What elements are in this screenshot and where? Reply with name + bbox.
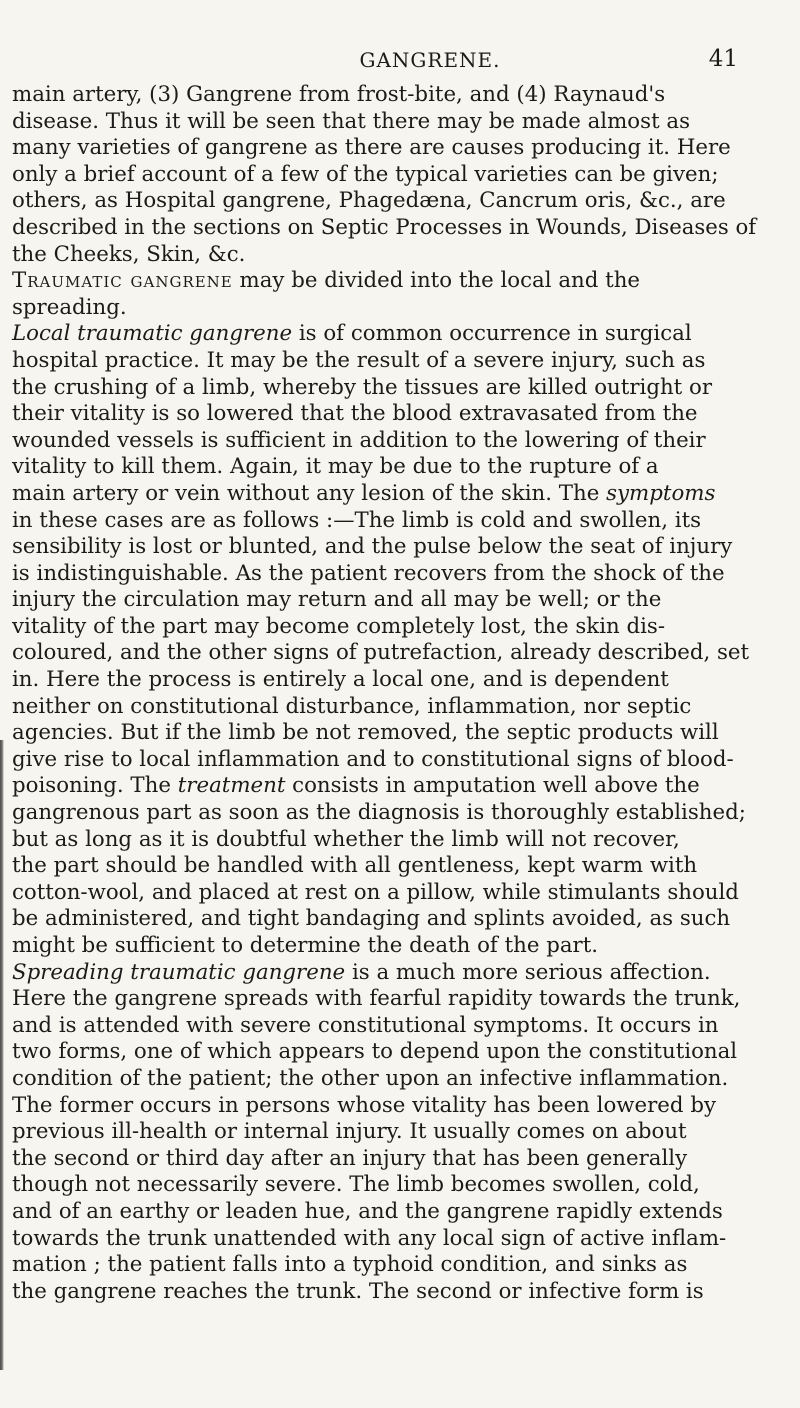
text-line: mation ; the patient falls into a typhoid condition, and sinks as xyxy=(12,1252,688,1278)
text-line: vitality of the part may become completely lost, the skin dis- xyxy=(12,613,666,639)
text-line: though not necessarily severe. The limb becomes swollen, cold, xyxy=(12,1172,700,1198)
text-line: the part should be handled with all gentleness, kept warm with xyxy=(12,853,698,879)
text-run: may be divided into the local and the xyxy=(232,268,641,294)
text-run: is a much more serious affection. xyxy=(345,959,711,985)
page-number: 41 xyxy=(708,46,738,72)
text-line: cotton-wool, and placed at rest on a pillow, while stimulants should xyxy=(12,879,739,905)
text-line: described in the sections on Septic Processes in Wounds, Diseases of xyxy=(12,214,757,240)
running-title: GANGRENE. xyxy=(359,48,501,72)
text-line: give rise to local inflammation and to constitutional signs of blood- xyxy=(12,746,734,772)
text-line: towards the trunk unattended with any local sign of active inflam- xyxy=(12,1225,727,1251)
italic-term: Spreading traumatic gangrene xyxy=(12,959,346,985)
text-line: be administered, and tight bandaging and splints avoided, as such xyxy=(12,906,731,932)
text-line: agencies. But if the limb be not removed, the septic products will xyxy=(12,720,719,746)
text-line: gangrenous part as soon as the diagnosis is thoroughly established; xyxy=(12,800,746,826)
text-line: hospital practice. It may be the result of a severe injury, such as xyxy=(12,347,706,373)
text-line: and is attended with severe constitutional symptoms. It occurs in xyxy=(12,1012,719,1038)
text-line: their vitality is so lowered that the blood extravasated from the xyxy=(12,401,698,427)
text-line: the crushing of a limb, whereby the tissues are killed outright or xyxy=(12,374,712,400)
body-text xyxy=(12,82,756,1305)
section-heading: Traumatic gangrene xyxy=(12,268,233,294)
text-line: injury the circulation may return and all may be well; or the xyxy=(12,587,662,613)
italic-term: Local traumatic gangrene xyxy=(12,321,293,347)
text-line: the Cheeks, Skin, &c. xyxy=(12,241,246,267)
text-line: in. Here the process is entirely a local one, and is dependent xyxy=(12,667,669,693)
page-header xyxy=(0,48,800,82)
text-line: the gangrene reaches the trunk. The second or infective form is xyxy=(12,1278,704,1304)
text-line: two forms, one of which appears to depend upon the constitutional xyxy=(12,1039,738,1065)
text-run: is of common occurrence in surgical xyxy=(292,321,692,347)
text-line: and of an earthy or leaden hue, and the gangrene rapidly extends xyxy=(12,1198,723,1224)
text-line xyxy=(12,481,756,508)
text-line: vitality to kill them. Again, it may be due to the rupture of a xyxy=(12,454,659,480)
text-line: Here the gangrene spreads with fearful rapidity towards the trunk, xyxy=(12,986,741,1012)
text-line: but as long as it is doubtful whether the limb will not recover, xyxy=(12,826,680,852)
text-line: is indistinguishable. As the patient recovers from the shock of the xyxy=(12,560,725,586)
text-run: consists in amputation well above the xyxy=(285,773,700,799)
text-run: poisoning. The xyxy=(12,773,178,799)
text-line: disease. Thus it will be seen that there may be made almost as xyxy=(12,108,691,134)
italic-term: symptoms xyxy=(606,480,716,506)
text-line: coloured, and the other signs of putrefaction, already described, set xyxy=(12,640,750,666)
text-line xyxy=(12,321,756,348)
text-line: main artery, (3) Gangrene from frost-bite, and (4) Raynaud's xyxy=(12,82,666,107)
text-line: in these cases are as follows :—The limb is cold and swollen, its xyxy=(12,507,702,533)
text-line: spreading. xyxy=(12,294,127,320)
text-line: only a brief account of a few of the typical varieties can be given; xyxy=(12,161,719,187)
text-line: many varieties of gangrene as there are causes producing it. Here xyxy=(12,135,731,161)
text-line xyxy=(12,268,756,295)
text-line: might be sufficient to determine the death of the part. xyxy=(12,933,599,958)
text-run: main artery or vein without any lesion of the skin. The xyxy=(12,480,607,506)
italic-term: treatment xyxy=(177,773,286,799)
text-line: previous ill-health or internal injury. It usually comes on about xyxy=(12,1119,687,1145)
text-line: condition of the patient; the other upon an infective inflammation. xyxy=(12,1065,729,1091)
text-line xyxy=(12,960,756,987)
text-line xyxy=(12,773,756,800)
text-line: the second or third day after an injury that has been generally xyxy=(12,1145,688,1171)
text-line: neither on constitutional disturbance, inflammation, nor septic xyxy=(12,693,692,719)
binding-shadow xyxy=(0,740,4,1370)
text-line: The former occurs in persons whose vitality has been lowered by xyxy=(12,1092,716,1118)
text-line: others, as Hospital gangrene, Phagedæna, Cancrum oris, &c., are xyxy=(12,188,726,214)
text-line: sensibility is lost or blunted, and the pulse below the seat of injury xyxy=(12,534,733,560)
text-line: wounded vessels is sufficient in addition to the lowering of their xyxy=(12,427,706,453)
